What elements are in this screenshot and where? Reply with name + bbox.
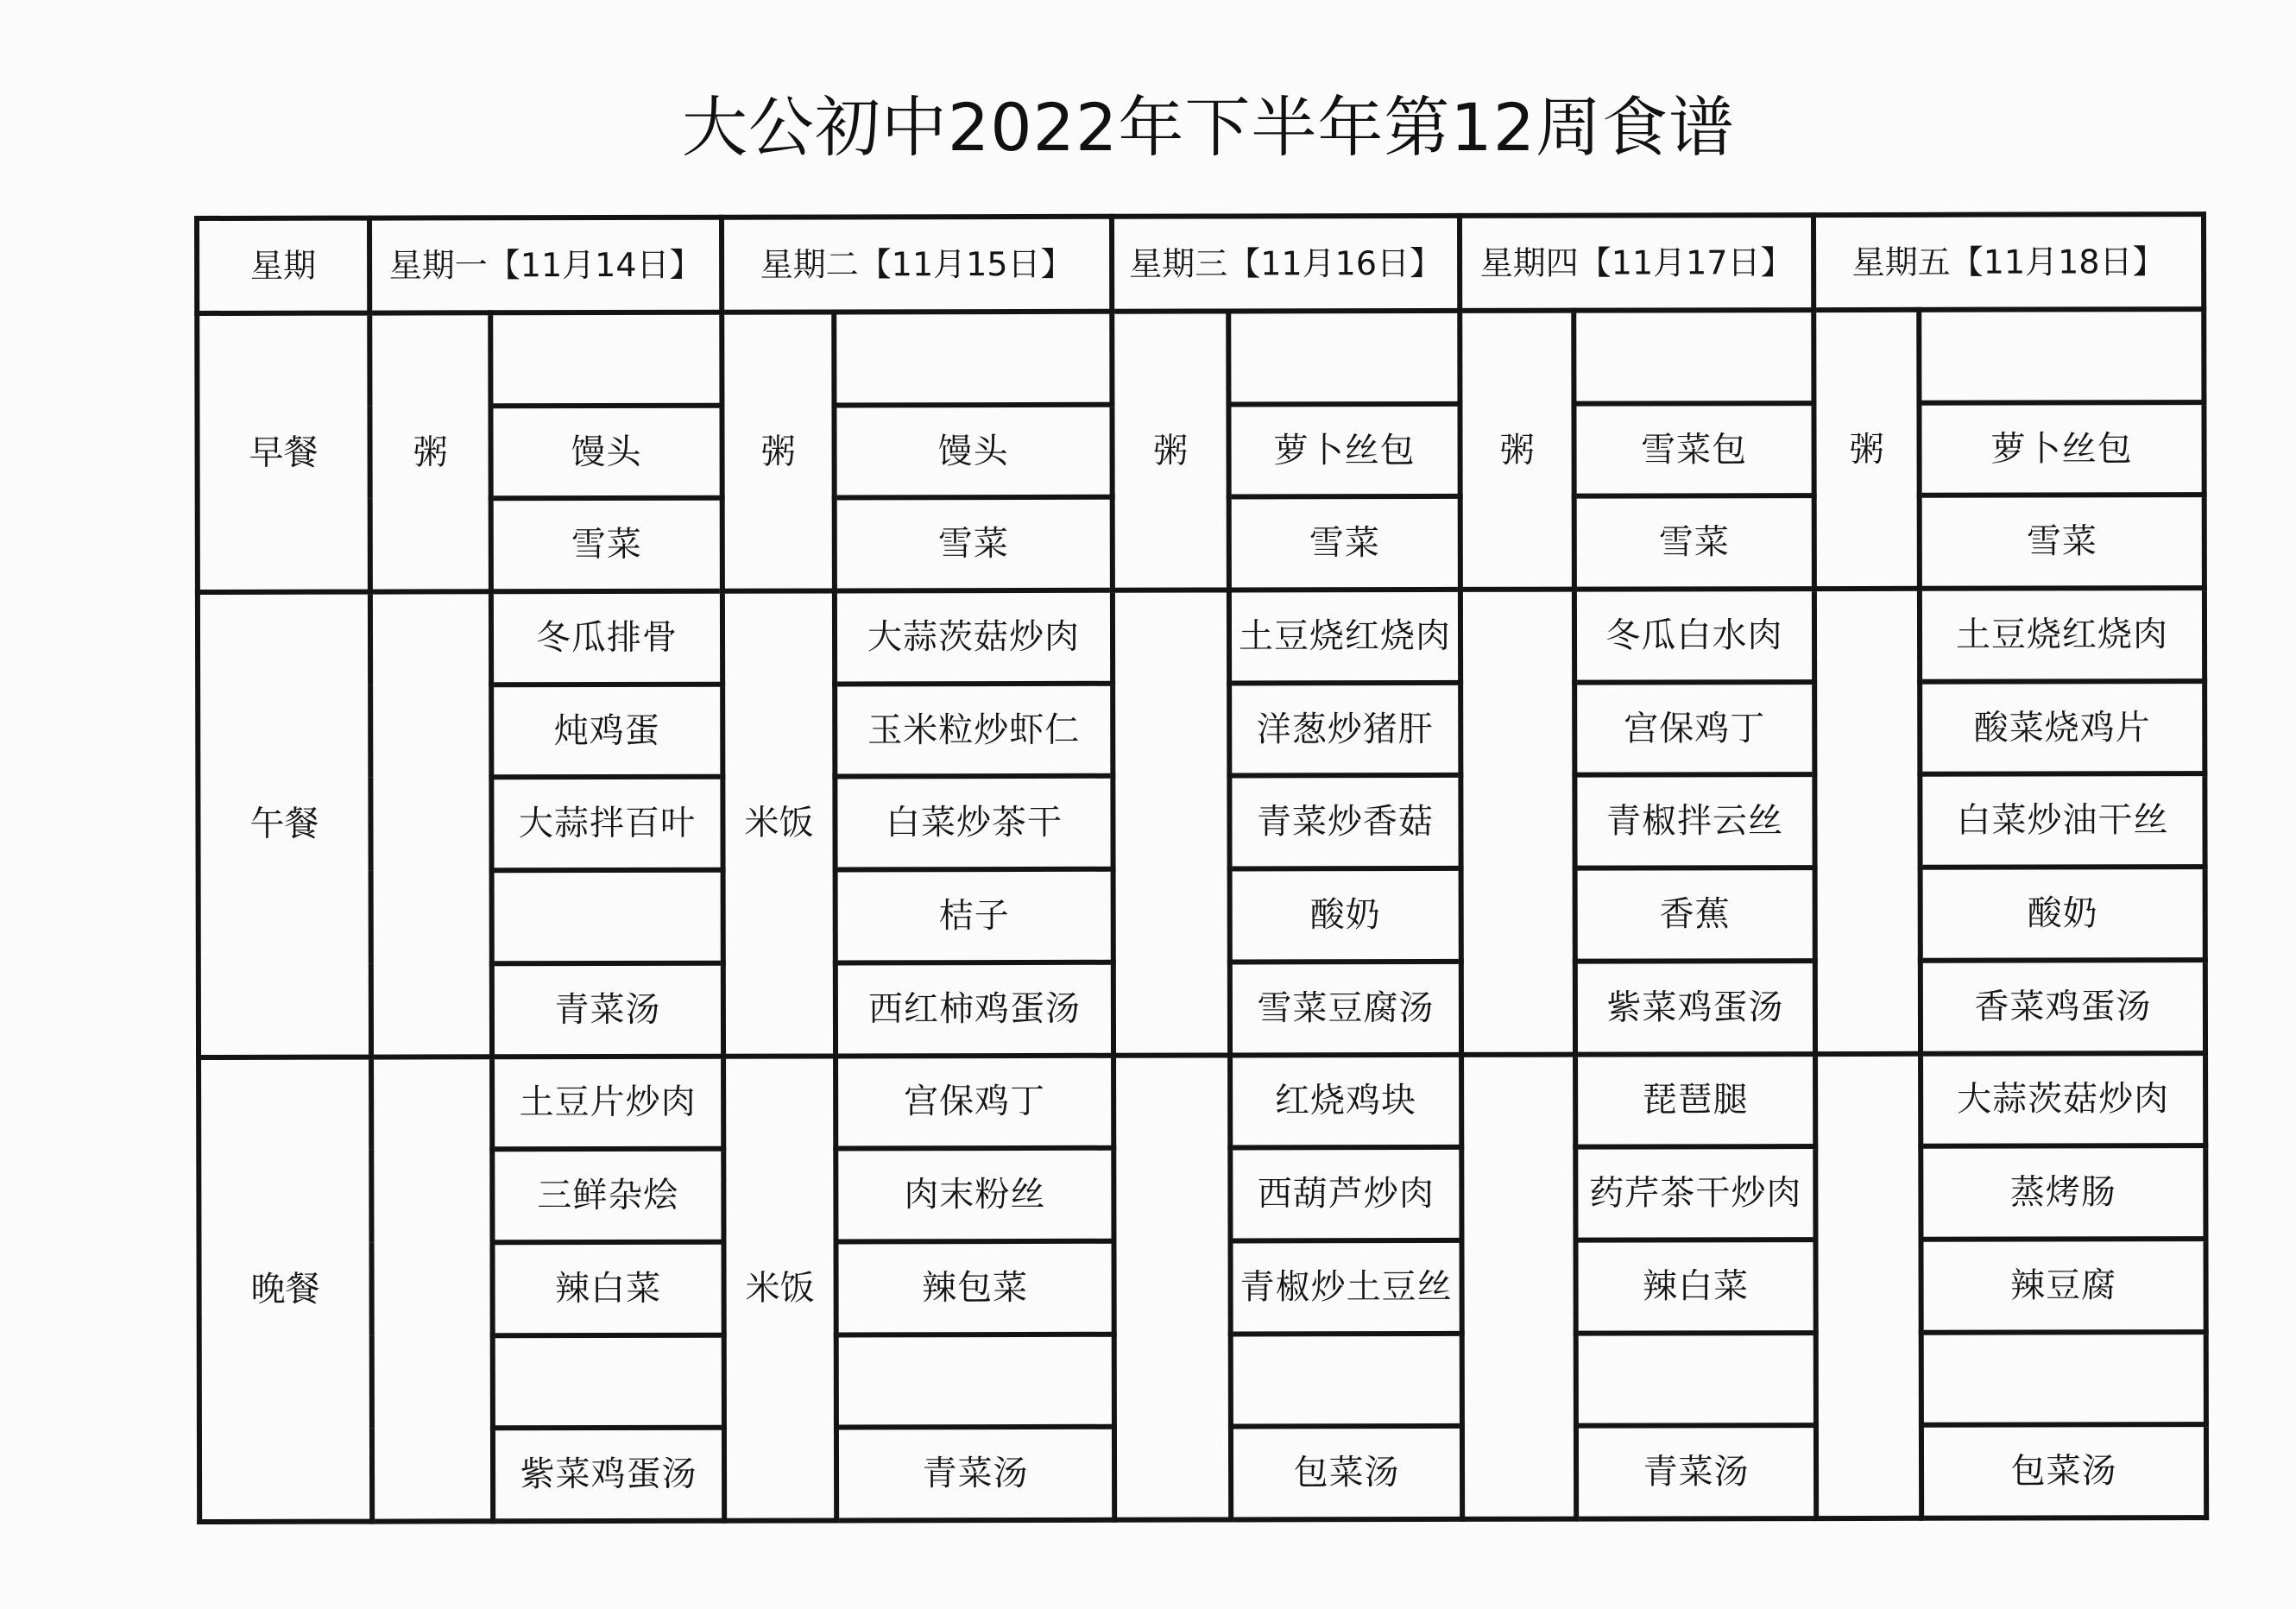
dish-cell [1230, 868, 1461, 962]
dish-cell [492, 1242, 723, 1335]
day-header-3: 星期三【11月16日】 [1112, 216, 1460, 312]
dish-name: 酸奶 [1309, 895, 1381, 936]
dish-cell [491, 684, 722, 777]
dinner-staple-day-4 [1461, 1054, 1576, 1519]
dish-name: 冬瓜排骨 [535, 617, 678, 659]
dish-cell [1574, 775, 1814, 868]
dish-cell [491, 777, 722, 870]
dish-cell [1919, 402, 2204, 495]
dish-cell [492, 1056, 723, 1149]
dish-name: 包菜汤 [2010, 1451, 2117, 1492]
dish-name: 宫保鸡丁 [904, 1082, 1046, 1122]
dish-name: 药芹茶干炒肉 [1589, 1173, 1802, 1214]
dish-name: 肉末粉丝 [904, 1174, 1046, 1215]
dish-cell [1229, 496, 1460, 590]
page-title: 大公初中2022年下半年第12周食谱 [681, 89, 1736, 166]
dish-cell [1920, 681, 2205, 774]
lunch-staple-day-1 [370, 591, 492, 1057]
dish-name: 雪菜 [937, 524, 1009, 565]
dish-cell [1230, 962, 1461, 1055]
dish-name: 西红柿鸡蛋汤 [867, 988, 1081, 1030]
dish-name: 雪菜豆腐汤 [1257, 987, 1435, 1029]
dish-name: 辣豆腐 [2010, 1265, 2117, 1306]
dish-name: 青菜汤 [1643, 1452, 1750, 1492]
lunch-staple-day-4 [1460, 590, 1575, 1055]
dish-cell [836, 1334, 1114, 1427]
dish-name: 雪菜 [2026, 521, 2097, 562]
dish-cell [1921, 1424, 2206, 1518]
dish-name: 白菜炒茶干 [885, 803, 1063, 843]
dish-name: 土豆片炒肉 [519, 1082, 697, 1123]
dish-cell [1230, 1240, 1461, 1334]
day-header-4: 星期四【11月17日】 [1460, 215, 1813, 311]
dish-cell [1230, 1054, 1461, 1147]
dish-cell [1919, 309, 2204, 402]
dish-cell [836, 1241, 1113, 1335]
breakfast-staple-day-4: 粥 [1460, 311, 1574, 590]
dish-name: 萝卜丝包 [1990, 428, 2133, 470]
day-header-5: 星期五【11月18日】 [1813, 214, 2204, 310]
dinner-staple-day-3 [1113, 1055, 1231, 1520]
dish-cell [1229, 775, 1460, 868]
dish-cell [1576, 1425, 1816, 1518]
dish-cell [1230, 1147, 1461, 1240]
lunch-label: 午餐 [198, 592, 371, 1057]
dish-cell [1920, 774, 2205, 868]
dinner-staple-day-1 [371, 1057, 493, 1522]
dish-cell [1921, 1145, 2205, 1239]
dish-cell [1921, 1053, 2205, 1146]
dinner-row [199, 1053, 2205, 1151]
dish-name: 土豆烧红烧肉 [1955, 615, 2169, 655]
dish-name: 白菜炒油干丝 [1956, 800, 2169, 842]
dish-cell [1574, 403, 1813, 496]
breakfast-staple-day-3: 粥 [1112, 311, 1229, 590]
header-row [197, 214, 2204, 313]
dish-cell [1574, 589, 1814, 682]
dish-name: 香菜鸡蛋汤 [1974, 986, 2152, 1027]
breakfast-staple-day-5: 粥 [1813, 310, 1920, 589]
dish-name: 蒸烤肠 [2009, 1172, 2116, 1213]
breakfast-staple-day-1: 粥 [369, 312, 491, 591]
dish-cell [1575, 961, 1815, 1054]
dish-cell [836, 962, 1113, 1056]
dish-name: 雪菜 [1658, 522, 1730, 563]
dish-cell [1231, 1426, 1462, 1519]
dish-cell [836, 1055, 1113, 1148]
dish-cell [492, 963, 723, 1057]
dish-name: 炖鸡蛋 [553, 710, 660, 751]
dish-cell [490, 312, 722, 406]
dish-name: 琵琶腿 [1642, 1080, 1749, 1120]
dish-name: 三鲜杂烩 [537, 1175, 679, 1216]
dish-cell [1574, 682, 1814, 775]
dish-name: 紫菜鸡蛋汤 [520, 1454, 697, 1495]
dish-name: 大蒜茨菇炒肉 [867, 616, 1081, 658]
dish-cell [1921, 1239, 2205, 1332]
dish-cell [1921, 960, 2205, 1053]
dish-cell [491, 498, 722, 591]
dish-name: 馒头 [571, 432, 642, 472]
dish-name: 紫菜鸡蛋汤 [1606, 987, 1784, 1028]
dish-cell [1231, 1333, 1462, 1426]
dish-cell [1229, 590, 1460, 683]
dish-name: 红烧鸡块 [1275, 1081, 1417, 1121]
dish-cell [835, 684, 1113, 777]
dish-cell [836, 869, 1113, 962]
dish-name: 土豆烧红烧肉 [1238, 615, 1452, 657]
dish-cell [1921, 1332, 2206, 1425]
weekly-menu-table [194, 211, 2209, 1524]
dish-name: 酸奶 [2027, 893, 2098, 934]
dish-name: 青椒拌云丝 [1605, 801, 1784, 842]
dish-cell [1228, 311, 1460, 404]
dinner-staple-day-5 [1815, 1053, 1921, 1518]
lunch-staple-day-5 [1814, 589, 1921, 1054]
dish-cell [1574, 310, 1813, 403]
dish-cell [1575, 1054, 1815, 1147]
breakfast-row [197, 309, 2204, 407]
dish-name: 雪菜包 [1641, 429, 1748, 470]
weekday-header-label: 星期 [197, 218, 369, 313]
dish-name: 冬瓜白水肉 [1605, 615, 1783, 656]
dish-cell [1575, 868, 1815, 961]
dish-cell [1920, 588, 2205, 681]
dish-cell [835, 776, 1113, 869]
lunch-staple-day-3 [1113, 590, 1230, 1056]
dish-cell [492, 1149, 723, 1242]
dish-cell [492, 870, 723, 963]
dish-cell [1921, 867, 2205, 960]
dish-cell [491, 591, 722, 685]
dish-cell [1920, 495, 2205, 588]
dinner-staple-day-2: 米饭 [723, 1056, 836, 1521]
dish-name: 西葫芦炒肉 [1257, 1174, 1435, 1215]
dish-name: 青椒炒土豆丝 [1239, 1266, 1453, 1308]
dish-cell [835, 497, 1113, 590]
day-header-1: 星期一【11月14日】 [369, 218, 722, 313]
dish-name: 桔子 [938, 895, 1010, 937]
dish-cell [1574, 495, 1814, 589]
dish-cell [1575, 1240, 1815, 1333]
dinner-label: 晚餐 [199, 1057, 372, 1522]
dish-cell [836, 1148, 1113, 1241]
dish-cell [1229, 683, 1460, 776]
dish-name: 辣白菜 [1643, 1265, 1750, 1307]
dish-name: 辣白菜 [555, 1268, 662, 1309]
dish-name: 包菜汤 [1293, 1453, 1400, 1493]
dish-name: 青菜炒香菇 [1256, 802, 1435, 842]
dish-cell [836, 1427, 1114, 1520]
dish-name: 雪菜 [1309, 523, 1380, 564]
dish-name: 玉米粒炒虾仁 [867, 710, 1081, 750]
lunch-staple-day-2: 米饭 [722, 591, 836, 1057]
dish-name: 酸菜烧鸡片 [1973, 707, 2151, 748]
breakfast-label: 早餐 [197, 313, 370, 592]
dish-name: 辣包菜 [922, 1267, 1029, 1308]
dish-cell [834, 312, 1112, 405]
dish-name: 青菜汤 [554, 989, 661, 1030]
dish-cell [493, 1428, 724, 1521]
dish-cell [834, 404, 1112, 497]
dish-cell [490, 405, 722, 498]
dish-cell [1228, 404, 1460, 497]
breakfast-staple-day-2: 粥 [722, 312, 835, 590]
dish-name: 宫保鸡丁 [1624, 708, 1766, 749]
day-header-2: 星期二【11月15日】 [722, 217, 1112, 312]
dish-name: 洋葱炒猪肝 [1256, 709, 1434, 750]
dish-name: 青菜汤 [922, 1454, 1029, 1494]
dish-cell [1576, 1333, 1816, 1426]
dish-name: 香蕉 [1659, 894, 1731, 935]
dish-cell [835, 590, 1113, 684]
dish-name: 雪菜 [571, 525, 642, 565]
dish-cell [1575, 1146, 1815, 1240]
dish-cell [493, 1335, 724, 1428]
dish-name: 大蒜拌百叶 [518, 804, 697, 844]
dish-name: 大蒜茨菇炒肉 [1957, 1079, 2170, 1120]
dish-name: 萝卜丝包 [1273, 430, 1416, 470]
lunch-row [198, 588, 2205, 685]
dish-name: 馒头 [937, 431, 1009, 471]
